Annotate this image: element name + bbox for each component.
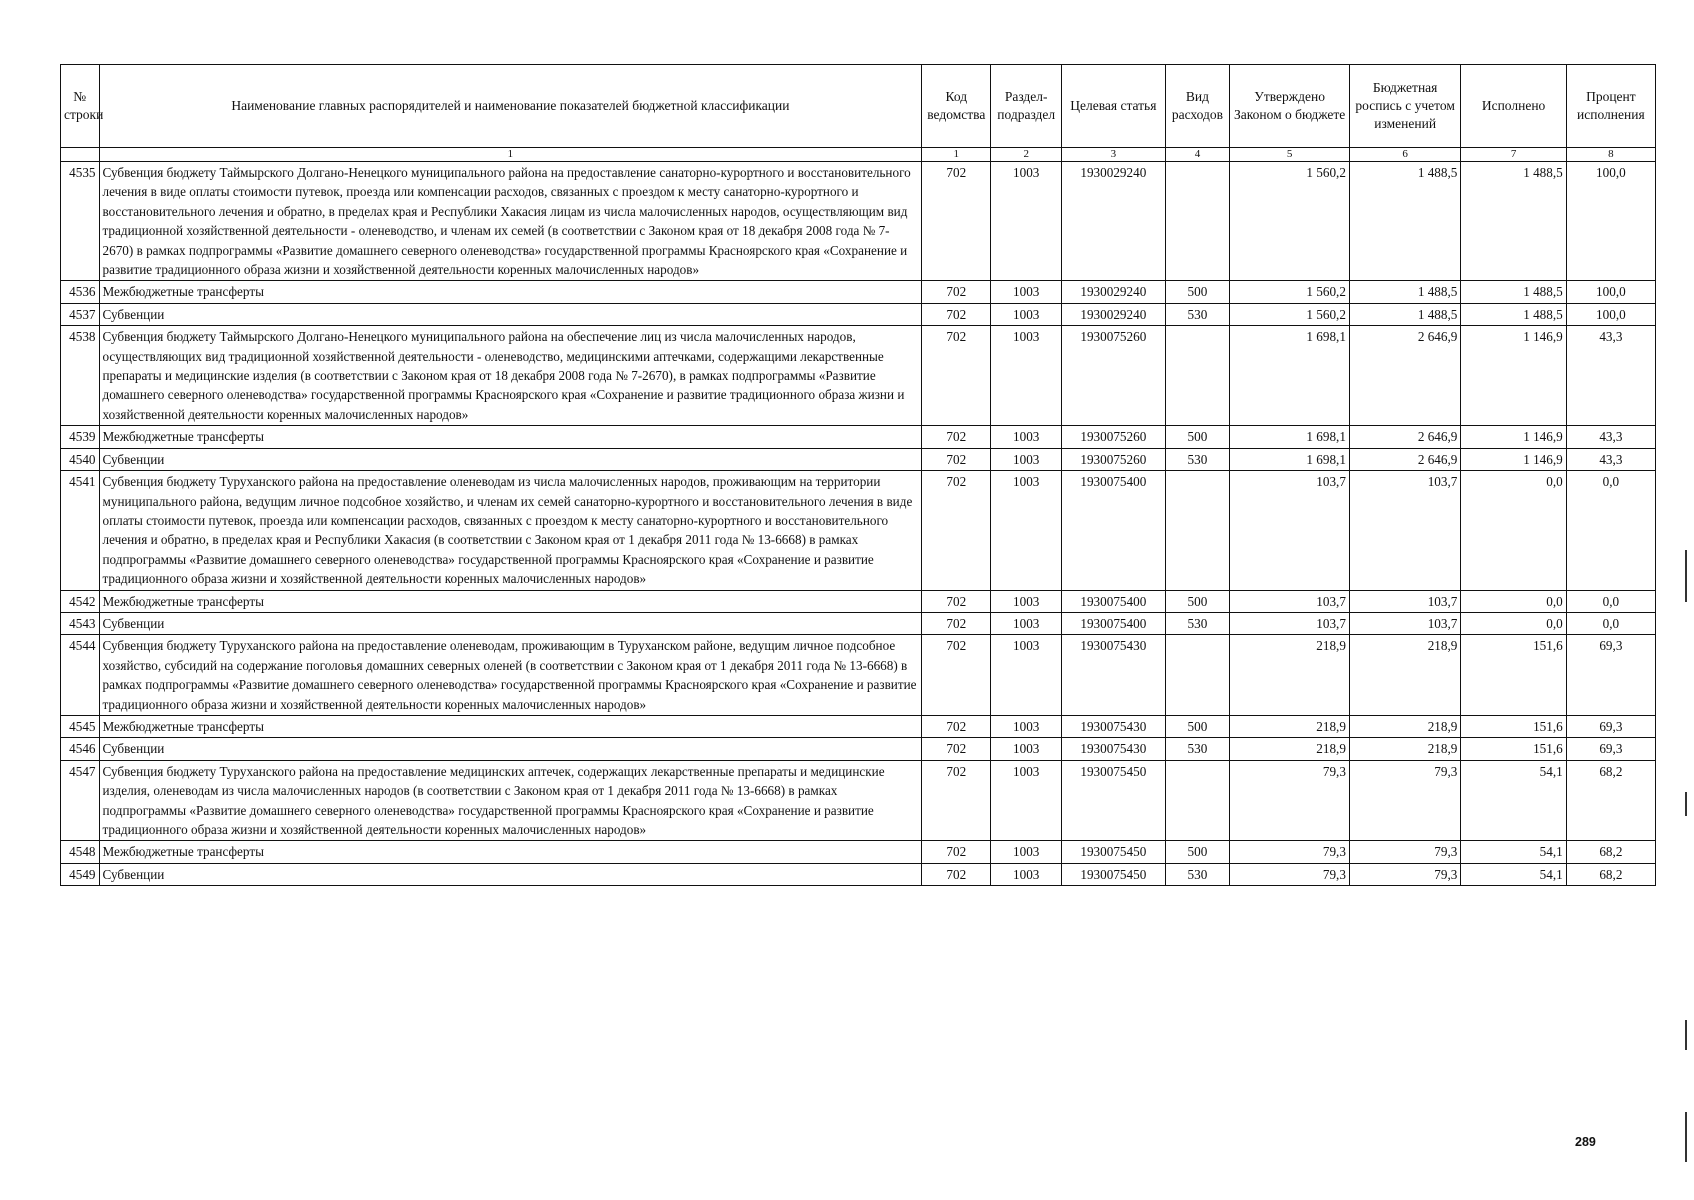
dept-code-cell: 702 [922, 715, 991, 737]
column-number-cell: 5 [1230, 148, 1350, 162]
executed-cell: 151,6 [1461, 738, 1566, 760]
column-number-cell [61, 148, 100, 162]
revised-cell: 1 488,5 [1349, 281, 1460, 303]
row-name-cell: Субвенции [99, 612, 922, 634]
section-cell: 1003 [991, 715, 1062, 737]
row-name-cell: Субвенции [99, 738, 922, 760]
target-cell: 1930029240 [1062, 162, 1165, 281]
section-cell: 1003 [991, 303, 1062, 325]
row-number-cell: 4541 [61, 471, 100, 590]
scan-artifact-line [1685, 1112, 1687, 1162]
scan-artifact-line [1685, 792, 1687, 816]
approved-cell: 218,9 [1230, 635, 1350, 716]
approved-cell: 79,3 [1230, 863, 1350, 885]
expense-type-cell: 530 [1165, 863, 1230, 885]
expense-type-cell: 500 [1165, 281, 1230, 303]
column-number-cell: 8 [1566, 148, 1655, 162]
dept-code-cell: 702 [922, 426, 991, 448]
executed-cell: 1 488,5 [1461, 303, 1566, 325]
percent-cell: 100,0 [1566, 303, 1655, 325]
percent-cell: 68,2 [1566, 760, 1655, 841]
expense-type-cell: 530 [1165, 738, 1230, 760]
approved-cell: 103,7 [1230, 612, 1350, 634]
column-number-cell: 4 [1165, 148, 1230, 162]
row-name-cell: Субвенции [99, 448, 922, 470]
column-number-row [61, 148, 1656, 162]
executed-cell: 1 488,5 [1461, 162, 1566, 281]
expense-type-cell: 500 [1165, 590, 1230, 612]
percent-cell: 0,0 [1566, 590, 1655, 612]
row-number-cell: 4547 [61, 760, 100, 841]
header-expense-type: Вид расходов [1165, 65, 1230, 148]
row-name-cell: Межбюджетные трансферты [99, 590, 922, 612]
row-number-cell: 4538 [61, 326, 100, 426]
section-cell: 1003 [991, 471, 1062, 590]
dept-code-cell: 702 [922, 303, 991, 325]
row-name-cell: Субвенция бюджету Таймырского Долгано-Ненецкого муниципального района на предоставление санаторно-курортного и восстановительного лечения в виде оплаты стоимости путевок, проезда или компенсации расходов, связанных с проездом к месту санаторно-курортного и восстановительного лечения и обратно, в пределах края и Республики Хакасия лицам из числа малочисленных народов, осуществляющим вид традиционной хозяйственной деятельности - оленеводство, и членам их семей (в соответствии с Законом края от 18 декабря 2008 года № 7-2670) в рамках подпрограммы «Развитие домашнего северного оленеводства» государственной программы Красноярского края «Сохранение и развитие традиционного образа жизни и хозяйственной деятельности коренных малочисленных народов» [99, 162, 922, 281]
table-row [61, 426, 1656, 448]
executed-cell: 1 488,5 [1461, 281, 1566, 303]
table-row [61, 303, 1656, 325]
header-row [61, 65, 1656, 148]
header-dept-code: Код ведомства [922, 65, 991, 148]
revised-cell: 103,7 [1349, 590, 1460, 612]
section-cell: 1003 [991, 326, 1062, 426]
approved-cell: 1 560,2 [1230, 162, 1350, 281]
executed-cell: 151,6 [1461, 715, 1566, 737]
expense-type-cell [1165, 635, 1230, 716]
row-name-cell: Субвенция бюджету Туруханского района на предоставление оленеводам из числа малочисленных народов, проживающим на территории муниципального района, ведущим личное подсобное хозяйство, и членам их семей санаторно-курортного и восстановительного лечения в виде оплаты стоимости путевок, проезда или компенсации расходов, связанных с проездом к месту санаторно-курортного и восстановительного лечения и обратно, в пределах края и Республики Хакасия (в соответствии с Законом края от 1 декабря 2011 года № 13-6668) в рамках подпрограммы «Развитие домашнего северного оленеводства» государственной программы Красноярского края «Сохранение и развитие традиционного образа жизни и хозяйственной деятельности коренных малочисленных народов» [99, 471, 922, 590]
expense-type-cell: 530 [1165, 612, 1230, 634]
target-cell: 1930075450 [1062, 760, 1165, 841]
approved-cell: 1 698,1 [1230, 426, 1350, 448]
percent-cell: 0,0 [1566, 471, 1655, 590]
row-number-cell: 4545 [61, 715, 100, 737]
table-row [61, 841, 1656, 863]
row-number-cell: 4537 [61, 303, 100, 325]
percent-cell: 43,3 [1566, 426, 1655, 448]
revised-cell: 79,3 [1349, 863, 1460, 885]
executed-cell: 1 146,9 [1461, 326, 1566, 426]
table-row [61, 471, 1656, 590]
approved-cell: 103,7 [1230, 590, 1350, 612]
table-row [61, 863, 1656, 885]
row-number-cell: 4542 [61, 590, 100, 612]
revised-cell: 103,7 [1349, 612, 1460, 634]
target-cell: 1930075430 [1062, 635, 1165, 716]
row-number-cell: 4539 [61, 426, 100, 448]
revised-cell: 2 646,9 [1349, 326, 1460, 426]
table-row [61, 715, 1656, 737]
header-name: Наименование главных распорядителей и наименование показателей бюджетной классификации [99, 65, 922, 148]
row-number-cell: 4543 [61, 612, 100, 634]
dept-code-cell: 702 [922, 635, 991, 716]
table-row [61, 326, 1656, 426]
row-name-cell: Межбюджетные трансферты [99, 426, 922, 448]
dept-code-cell: 702 [922, 471, 991, 590]
table-row [61, 162, 1656, 281]
table-row [61, 612, 1656, 634]
page-number: 289 [1575, 1135, 1596, 1149]
row-name-cell: Субвенция бюджету Туруханского района на предоставление медицинских аптечек, содержащих лекарственные препараты и медицинские изделия, оленеводам из числа малочисленных народов (в соответствии с Законом края от 1 декабря 2011 года № 13-6668) в рамках подпрограммы «Развитие домашнего северного оленеводства» государственной программы Красноярского края «Сохранение и развитие традиционного образа жизни и хозяйственной деятельности коренных малочисленных народов» [99, 760, 922, 841]
row-number-cell: 4549 [61, 863, 100, 885]
percent-cell: 43,3 [1566, 326, 1655, 426]
target-cell: 1930075430 [1062, 715, 1165, 737]
expense-type-cell [1165, 326, 1230, 426]
table-row [61, 590, 1656, 612]
expense-type-cell [1165, 162, 1230, 281]
approved-cell: 103,7 [1230, 471, 1350, 590]
approved-cell: 79,3 [1230, 841, 1350, 863]
dept-code-cell: 702 [922, 448, 991, 470]
target-cell: 1930075260 [1062, 448, 1165, 470]
table-row [61, 448, 1656, 470]
section-cell: 1003 [991, 426, 1062, 448]
expense-type-cell: 500 [1165, 841, 1230, 863]
executed-cell: 151,6 [1461, 635, 1566, 716]
executed-cell: 54,1 [1461, 760, 1566, 841]
section-cell: 1003 [991, 863, 1062, 885]
table-row [61, 281, 1656, 303]
budget-table [60, 64, 1656, 886]
expense-type-cell [1165, 471, 1230, 590]
section-cell: 1003 [991, 738, 1062, 760]
row-name-cell: Субвенция бюджету Таймырского Долгано-Ненецкого муниципального района на обеспечение лиц из числа малочисленных народов, осуществляющих вид традиционной хозяйственной деятельности - оленеводство, медицинскими аптечками, содержащими лекарственные препараты и медицинские изделия (в соответствии с Законом края от 18 декабря 2008 года № 7-2670), в рамках подпрограммы «Развитие домашнего северного оленеводства» государственной программы Красноярского края «Сохранение и развитие традиционного образа жизни и хозяйственной деятельности коренных малочисленных народов» [99, 326, 922, 426]
target-cell: 1930075400 [1062, 471, 1165, 590]
executed-cell: 0,0 [1461, 471, 1566, 590]
section-cell: 1003 [991, 590, 1062, 612]
header-executed: Исполнено [1461, 65, 1566, 148]
revised-cell: 103,7 [1349, 471, 1460, 590]
section-cell: 1003 [991, 635, 1062, 716]
revised-cell: 2 646,9 [1349, 448, 1460, 470]
row-number-cell: 4544 [61, 635, 100, 716]
table-row [61, 635, 1656, 716]
expense-type-cell: 530 [1165, 303, 1230, 325]
expense-type-cell: 530 [1165, 448, 1230, 470]
executed-cell: 0,0 [1461, 612, 1566, 634]
expense-type-cell [1165, 760, 1230, 841]
row-number-cell: 4540 [61, 448, 100, 470]
revised-cell: 218,9 [1349, 738, 1460, 760]
dept-code-cell: 702 [922, 590, 991, 612]
header-section: Раздел-подраздел [991, 65, 1062, 148]
header-row-no: № строки [61, 65, 100, 148]
percent-cell: 68,2 [1566, 863, 1655, 885]
dept-code-cell: 702 [922, 841, 991, 863]
header-percent: Процент исполнения [1566, 65, 1655, 148]
executed-cell: 54,1 [1461, 863, 1566, 885]
revised-cell: 79,3 [1349, 760, 1460, 841]
dept-code-cell: 702 [922, 281, 991, 303]
dept-code-cell: 702 [922, 162, 991, 281]
revised-cell: 1 488,5 [1349, 303, 1460, 325]
executed-cell: 54,1 [1461, 841, 1566, 863]
row-number-cell: 4548 [61, 841, 100, 863]
percent-cell: 69,3 [1566, 715, 1655, 737]
approved-cell: 218,9 [1230, 715, 1350, 737]
section-cell: 1003 [991, 162, 1062, 281]
column-number-cell: 1 [922, 148, 991, 162]
column-number-cell: 2 [991, 148, 1062, 162]
section-cell: 1003 [991, 448, 1062, 470]
executed-cell: 0,0 [1461, 590, 1566, 612]
section-cell: 1003 [991, 760, 1062, 841]
approved-cell: 1 560,2 [1230, 281, 1350, 303]
revised-cell: 2 646,9 [1349, 426, 1460, 448]
percent-cell: 69,3 [1566, 738, 1655, 760]
dept-code-cell: 702 [922, 612, 991, 634]
dept-code-cell: 702 [922, 760, 991, 841]
revised-cell: 79,3 [1349, 841, 1460, 863]
column-number-cell: 6 [1349, 148, 1460, 162]
section-cell: 1003 [991, 612, 1062, 634]
section-cell: 1003 [991, 281, 1062, 303]
percent-cell: 68,2 [1566, 841, 1655, 863]
percent-cell: 43,3 [1566, 448, 1655, 470]
dept-code-cell: 702 [922, 326, 991, 426]
percent-cell: 100,0 [1566, 162, 1655, 281]
column-number-cell: 1 [99, 148, 922, 162]
target-cell: 1930029240 [1062, 303, 1165, 325]
revised-cell: 1 488,5 [1349, 162, 1460, 281]
percent-cell: 69,3 [1566, 635, 1655, 716]
row-name-cell: Межбюджетные трансферты [99, 841, 922, 863]
row-number-cell: 4546 [61, 738, 100, 760]
expense-type-cell: 500 [1165, 715, 1230, 737]
executed-cell: 1 146,9 [1461, 448, 1566, 470]
target-cell: 1930029240 [1062, 281, 1165, 303]
scan-artifact-line [1685, 1020, 1687, 1050]
approved-cell: 1 560,2 [1230, 303, 1350, 325]
executed-cell: 1 146,9 [1461, 426, 1566, 448]
column-number-cell: 3 [1062, 148, 1165, 162]
approved-cell: 1 698,1 [1230, 326, 1350, 426]
row-name-cell: Межбюджетные трансферты [99, 281, 922, 303]
target-cell: 1930075400 [1062, 612, 1165, 634]
approved-cell: 79,3 [1230, 760, 1350, 841]
dept-code-cell: 702 [922, 863, 991, 885]
revised-cell: 218,9 [1349, 635, 1460, 716]
row-name-cell: Субвенции [99, 303, 922, 325]
header-revised: Бюджетная роспись с учетом изменений [1349, 65, 1460, 148]
row-name-cell: Субвенция бюджету Туруханского района на предоставление оленеводам, проживающим в Туруханском районе, ведущим личное подсобное хозяйство, субсидий на содержание поголовья домашних северных оленей (в соответствии с Законом края от 1 декабря 2011 года № 13-6668) в рамках подпрограммы «Развитие домашнего северного оленеводства» государственной программы Красноярского края «Сохранение и развитие традиционного образа жизни и хозяйственной деятельности коренных малочисленных народов» [99, 635, 922, 716]
target-cell: 1930075260 [1062, 426, 1165, 448]
table-row [61, 760, 1656, 841]
target-cell: 1930075450 [1062, 841, 1165, 863]
column-number-cell: 7 [1461, 148, 1566, 162]
row-name-cell: Межбюджетные трансферты [99, 715, 922, 737]
row-name-cell: Субвенции [99, 863, 922, 885]
section-cell: 1003 [991, 841, 1062, 863]
dept-code-cell: 702 [922, 738, 991, 760]
revised-cell: 218,9 [1349, 715, 1460, 737]
table-row [61, 738, 1656, 760]
header-target: Целевая статья [1062, 65, 1165, 148]
percent-cell: 100,0 [1566, 281, 1655, 303]
header-approved: Утверждено Законом о бюджете [1230, 65, 1350, 148]
percent-cell: 0,0 [1566, 612, 1655, 634]
row-number-cell: 4535 [61, 162, 100, 281]
target-cell: 1930075400 [1062, 590, 1165, 612]
row-number-cell: 4536 [61, 281, 100, 303]
target-cell: 1930075430 [1062, 738, 1165, 760]
target-cell: 1930075260 [1062, 326, 1165, 426]
approved-cell: 218,9 [1230, 738, 1350, 760]
target-cell: 1930075450 [1062, 863, 1165, 885]
scan-artifact-line [1685, 550, 1687, 602]
expense-type-cell: 500 [1165, 426, 1230, 448]
approved-cell: 1 698,1 [1230, 448, 1350, 470]
